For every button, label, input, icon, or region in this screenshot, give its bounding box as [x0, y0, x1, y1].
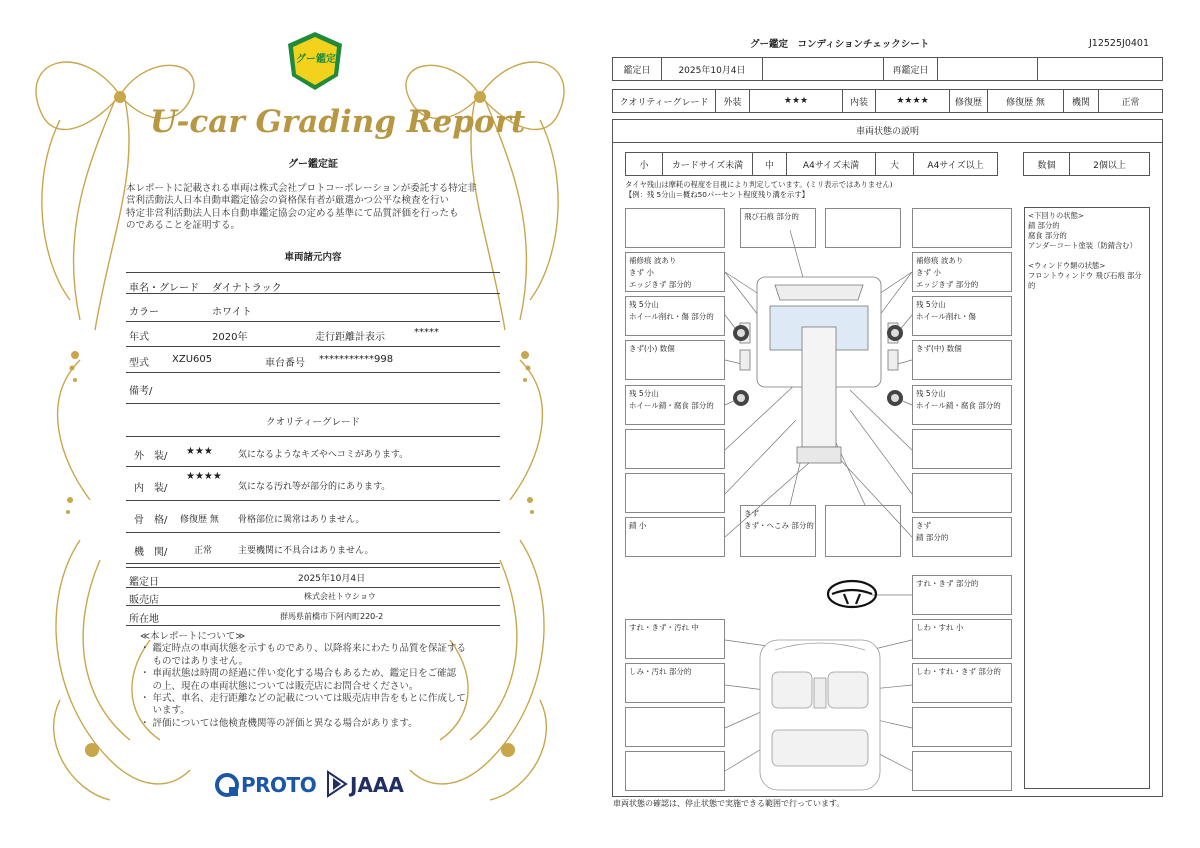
engine-label: 機 関/	[134, 547, 168, 558]
exterior-box	[912, 208, 1012, 248]
exterior-box	[625, 429, 725, 469]
sheet-engine-value: 正常	[1098, 89, 1163, 113]
jaaa-logo-mark	[326, 770, 348, 798]
note-line: います。	[140, 705, 190, 717]
exterior-box-line: ホイール錆・腐食 部分的	[916, 401, 1001, 410]
color-value: ホワイト	[212, 307, 252, 318]
interior-box	[912, 751, 1012, 791]
note-line: ・ 車両状態は時間の経過に伴い変化する場合もあるため、鑑定日をご確認	[140, 668, 457, 680]
address-value: 群馬県前橋市下阿内町220-2	[280, 612, 384, 621]
jaaa-logo-text: JAAA	[350, 773, 404, 797]
legend-large-desc: A4サイズ以上	[913, 152, 998, 176]
note-line: ものではありません。	[140, 655, 249, 667]
interior-box	[912, 663, 1012, 703]
notes-title: ≪本レポートについて≫	[140, 631, 246, 642]
specs-title: 車両諸元内容	[284, 252, 342, 263]
date-value: 2025年10月4日	[298, 574, 366, 584]
info-row-date	[126, 567, 500, 588]
condition-title: 車両状態の説明	[612, 119, 1163, 143]
dealer-label: 販売店	[129, 595, 159, 606]
exterior-box	[912, 252, 1012, 292]
engine-value: 正常	[194, 546, 213, 556]
exterior-box-line: 補修痕 波あり	[916, 256, 964, 265]
side-note-line: <下回りの状態>	[1028, 211, 1085, 220]
info-row-address	[126, 606, 500, 626]
year-value: 2020年	[212, 332, 248, 343]
sheet-quality-label: クオリティーグレード	[612, 89, 716, 113]
note-line: ・ 鑑定時点の車両状態を示すものであり、以降将来にわたり品質を保証する	[140, 643, 467, 655]
exterior-box	[825, 505, 901, 557]
exterior-box-line: ホイール錆・腐食 部分的	[629, 401, 714, 410]
exterior-box	[625, 517, 725, 557]
exterior-box	[625, 340, 725, 380]
exterior-box-line: 錆 小	[629, 521, 647, 530]
sheet-interior-label: 内装	[842, 89, 876, 113]
interior-box-line: しわ・すれ・きず 部分的	[916, 667, 1001, 676]
sheet-engine-label: 機関	[1063, 89, 1099, 113]
chassis-label: 車台番号	[265, 358, 305, 369]
reinspect-label: 再鑑定日	[883, 57, 938, 81]
year-label: 年式	[129, 332, 149, 343]
interior-box	[912, 575, 1012, 615]
legend-large: 大	[875, 152, 914, 176]
proto-logo-text: PROTO	[241, 773, 317, 797]
exterior-box	[912, 517, 1012, 557]
odometer-value: *****	[414, 327, 439, 338]
proto-logo-mark	[214, 772, 240, 798]
remarks-label: 備考/	[129, 386, 153, 397]
certificate-title: グー鑑定証	[288, 159, 338, 170]
interior-box-line: しわ・すれ 小	[916, 623, 964, 632]
model-value: ダイナトラック	[212, 283, 282, 294]
condition-check-sheet	[600, 0, 1200, 848]
interior-box	[625, 751, 725, 791]
exterior-box-line: エッジきず 部分的	[916, 280, 979, 289]
legend-count-value: 2個以上	[1069, 152, 1150, 176]
exterior-box	[740, 505, 816, 557]
exterior-box-line: きず(小) 数個	[629, 344, 675, 353]
intro-line: 特定非営利活動法人日本自動車鑑定協会の定める基準にて品質評価を行ったも	[126, 207, 459, 219]
note-line: ・ 年式、車名、走行距離などの記載については販売店申告をもとに作成して	[140, 693, 466, 705]
interior-box-line: しみ・汚れ 部分的	[629, 667, 692, 676]
exterior-box-line: 錆 部分的	[916, 533, 949, 542]
legend-small-desc: カードサイズ未満	[662, 152, 753, 176]
intro-line: のであることを証明する。	[126, 219, 241, 231]
interior-box	[912, 707, 1012, 747]
quality-row-exterior	[126, 436, 500, 467]
exterior-box-line: きず	[916, 521, 931, 530]
logo-text: グー鑑定	[296, 54, 336, 65]
intro-line: 本レポートに記載される車両は株式会社プロトコーポレーションが委託する特定非	[126, 183, 477, 194]
engine-comment: 主要機関に不具合はありません。	[238, 546, 374, 556]
note-line: ・ 評価については他検査機関等の評価と異なる場合があります。	[140, 717, 418, 729]
intro-line: 営利活動法人日本自動車鑑定協会の資格保有者が厳選かつ公平な検査を行い	[126, 195, 450, 207]
model-label: 車名・グレード	[129, 283, 199, 294]
exterior-box	[825, 208, 901, 248]
interior-box	[912, 619, 1012, 659]
sheet-exterior-stars: ★★★	[749, 89, 843, 113]
exterior-box	[740, 208, 816, 248]
exterior-box	[625, 296, 725, 336]
side-note-line: アンダーコート塗装（防錆含む）	[1028, 241, 1137, 250]
exterior-box-line: 残 5分山	[916, 300, 946, 309]
address-label: 所在地	[129, 614, 159, 625]
side-note-line: 錆 部分的	[1028, 221, 1060, 230]
spec-row-year	[126, 322, 500, 347]
sheet-exterior-label: 外装	[715, 89, 750, 113]
quality-row-interior	[126, 467, 500, 501]
exterior-box-line: ホイール削れ・傷	[916, 312, 976, 321]
interior-box-line: すれ・きず 部分的	[916, 579, 979, 588]
sheet-interior-stars: ★★★★	[875, 89, 950, 113]
odometer-label: 走行距離計表示	[315, 332, 385, 343]
exterior-box	[625, 385, 725, 425]
type-value: XZU605	[172, 354, 213, 365]
frame-comment: 骨格部位に異常はありません。	[238, 515, 365, 525]
exterior-box	[912, 296, 1012, 336]
exterior-box-line: ホイール削れ・傷 部分的	[629, 312, 714, 321]
exterior-box	[625, 252, 725, 292]
exterior-box	[912, 473, 1012, 513]
report-title: U-car Grading Report	[150, 104, 526, 140]
info-row-dealer	[126, 588, 500, 606]
side-note-line: <ウィンドウ類の状態>	[1028, 261, 1106, 270]
legend-small: 小	[625, 152, 663, 176]
type-label: 型式	[129, 358, 149, 369]
interior-box	[625, 707, 725, 747]
exterior-box	[625, 208, 725, 248]
interior-box-line: すれ・きず・汚れ 中	[629, 623, 699, 632]
exterior-box-line: きず	[744, 509, 759, 518]
spec-row-color	[126, 294, 500, 322]
exterior-box	[912, 385, 1012, 425]
legend-medium: 中	[752, 152, 787, 176]
chassis-value: ***********998	[319, 354, 394, 365]
dealer-value: 株式会社トウショウ	[304, 592, 376, 601]
tire-note-1: タイヤ残山は摩耗の程度を目視により判定しています。(ミリ表示ではありません)	[625, 180, 893, 189]
exterior-box-line: きず 小	[916, 268, 941, 277]
spec-row-type	[126, 347, 500, 373]
note-line: の上、現在の車両状態については販売店にお問合せください。	[140, 680, 419, 692]
frame-label: 骨 格/	[134, 515, 168, 526]
side-note-line: 腐食 部分的	[1028, 231, 1067, 240]
spec-row-remarks	[126, 373, 500, 404]
exterior-label: 外 装/	[134, 451, 168, 462]
exterior-box	[912, 340, 1012, 380]
notes-block	[140, 631, 466, 730]
interior-comment: 気になる汚れ等が部分的にあります。	[238, 482, 391, 492]
exterior-box	[625, 473, 725, 513]
exterior-box-line: 飛び石痕 部分的	[744, 212, 799, 221]
exterior-box-line: 残 5分山	[629, 389, 659, 398]
legend-count-label: 数個	[1023, 152, 1070, 176]
sheet-title: グー鑑定 コンディションチェックシート	[750, 39, 930, 50]
interior-box	[625, 663, 725, 703]
interior-stars: ★★★★	[186, 471, 222, 482]
exterior-comment: 気になるようなキズやへコミがあります。	[238, 450, 409, 460]
quality-row-engine	[126, 533, 500, 564]
spec-row-model	[126, 272, 500, 294]
legend-medium-desc: A4サイズ未満	[786, 152, 876, 176]
exterior-box-line: きず 小	[629, 268, 654, 277]
interior-box	[625, 619, 725, 659]
exterior-box	[912, 429, 1012, 469]
quality-title: クオリティーグレード	[265, 417, 361, 428]
date-label: 鑑定日	[129, 577, 159, 588]
sheet-footer: 車両状態の確認は、停止状態で実施できる範囲で行っています。	[613, 799, 845, 808]
sheet-date-value: 2025年10月4日	[661, 57, 763, 81]
exterior-box-line: きず・へこみ 部分的	[744, 521, 814, 530]
color-label: カラー	[129, 307, 159, 318]
exterior-box-line: 残 5分山	[629, 300, 659, 309]
sheet-date-label: 鑑定日	[612, 57, 662, 81]
frame-value: 修復歴 無	[180, 515, 219, 525]
exterior-box-line: 補修痕 波あり	[629, 256, 677, 265]
exterior-stars: ★★★	[186, 446, 213, 457]
interior-label: 内 装/	[134, 483, 168, 494]
exterior-box-line: エッジきず 部分的	[629, 280, 692, 289]
sheet-repair-value: 修復歴 無	[987, 89, 1064, 113]
exterior-box-line: 残 5分山	[916, 389, 946, 398]
sheet-id: J12525J0401	[1089, 38, 1150, 49]
tire-note-2: 【例：残 5分山＝概ね50パーセント程度残り溝を示す】	[625, 190, 809, 199]
side-note-line: フロントウィンドウ 飛び石痕 部分的	[1028, 271, 1142, 290]
exterior-box-line: きず(中) 数個	[916, 344, 962, 353]
quality-row-frame	[126, 501, 500, 533]
certificate-intro	[126, 183, 477, 232]
sheet-repair-label: 修復歴	[949, 89, 988, 113]
